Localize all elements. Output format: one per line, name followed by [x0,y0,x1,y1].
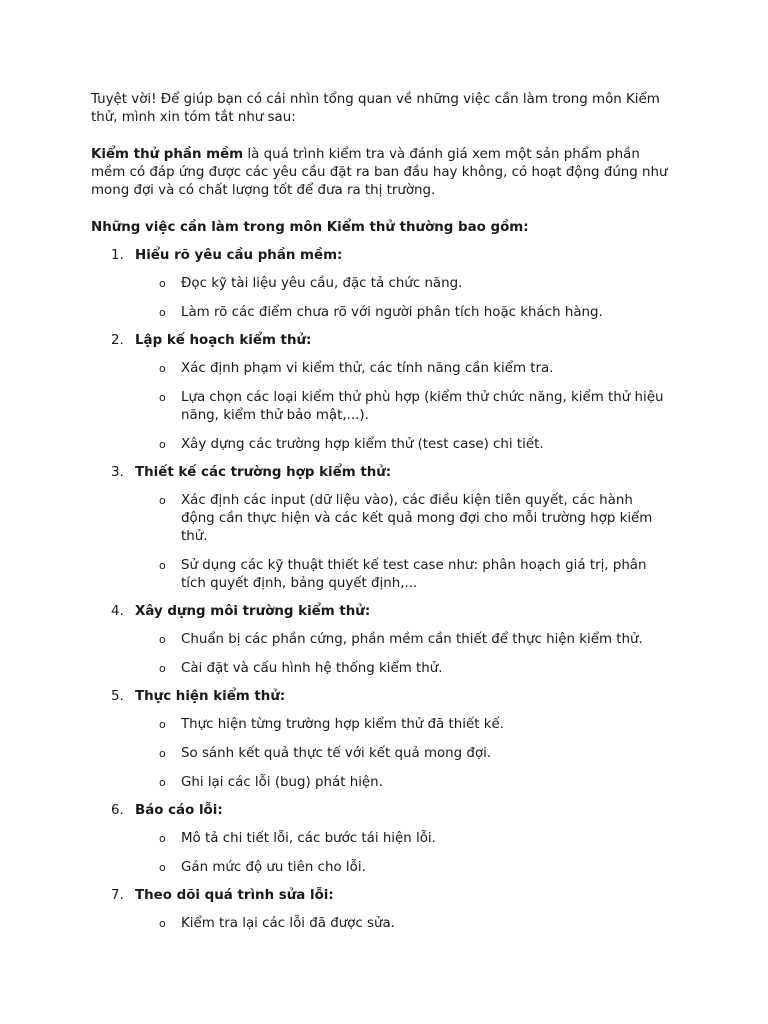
definition-paragraph [91,146,668,200]
circle-bullet-icon: o [159,362,166,375]
step-heading [91,332,668,350]
step-item [91,887,668,933]
sub-item-text: Đọc kỹ tài liệu yêu cầu, đặc tả chức năng. [181,276,463,291]
circle-bullet-icon: o [159,633,166,646]
circle-bullet-icon: o [159,559,166,572]
sub-item-text: Ghi lại các lỗi (bug) phát hiện. [181,775,383,790]
circle-bullet-icon: o [159,861,166,874]
sub-list [91,716,668,792]
circle-bullet-icon: o [159,438,166,451]
circle-bullet-icon: o [159,306,166,319]
step-item [91,688,668,792]
step-item [91,603,668,678]
sub-item [91,275,668,293]
sub-item-text: Lựa chọn các loại kiểm thử phù hợp (kiểm thử chức năng, kiểm thử hiệu năng, kiểm thử bảo mật,...). [181,390,664,423]
step-heading [91,887,668,905]
sub-item-text: Xác định các input (dữ liệu vào), các điều kiện tiên quyết, các hành động cần thực hiện và các kết quả mong đợi cho mỗi trường hợp kiểm thử. [181,493,653,544]
sub-item-text: Gán mức độ ưu tiên cho lỗi. [181,860,366,875]
step-title: Lập kế hoạch kiểm thử: [135,333,312,348]
step-number: 4. [111,604,124,619]
sub-item [91,859,668,877]
sub-item [91,660,668,678]
sub-item-text: Xác định phạm vi kiểm thử, các tính năng cần kiểm tra. [181,361,554,376]
sub-item-text: Xây dựng các trường hợp kiểm thử (test case) chi tiết. [181,437,544,452]
sub-item-text: Làm rõ các điểm chưa rõ với người phân tích hoặc khách hàng. [181,305,603,320]
circle-bullet-icon: o [159,917,166,930]
sub-item [91,557,668,593]
intro-paragraph: Tuyệt vời! Để giúp bạn có cái nhìn tổng quan về những việc cần làm trong môn Kiểm thử, mình xin tóm tắt như sau: [91,92,660,125]
sub-item-text: Chuẩn bị các phần cứng, phần mềm cần thiết để thực hiện kiểm thử. [181,632,643,647]
definition-text: là quá trình kiểm tra và đánh giá xem một sản phẩm phần mềm có đáp ứng được các yêu cầu đặt ra ban đầu hay không, có hoạt động đúng như mong đợi và có chất lượng tốt để đưa ra thị trường. [91,147,668,198]
sub-item [91,915,668,933]
step-number: 5. [111,689,124,704]
sub-list [91,492,668,593]
steps-list [91,247,668,933]
step-item [91,802,668,877]
circle-bullet-icon: o [159,747,166,760]
step-heading [91,247,668,265]
step-title: Theo dõi quá trình sửa lỗi: [135,888,334,903]
sub-item [91,389,668,425]
step-number: 2. [111,333,124,348]
sub-item [91,631,668,649]
sub-item-text: So sánh kết quả thực tế với kết quả mong đợi. [181,746,492,761]
step-number: 1. [111,248,124,263]
sub-item [91,716,668,734]
sub-item-text: Cài đặt và cấu hình hệ thống kiểm thử. [181,661,443,676]
circle-bullet-icon: o [159,277,166,290]
circle-bullet-icon: o [159,662,166,675]
step-item [91,332,668,454]
circle-bullet-icon: o [159,391,166,404]
definition-term: Kiểm thử phần mềm [91,147,244,162]
sub-item [91,774,668,792]
step-number: 3. [111,465,124,480]
sub-list [91,360,668,454]
step-title: Hiểu rõ yêu cầu phần mềm: [135,248,343,263]
sub-list [91,275,668,322]
list-heading: Những việc cần làm trong môn Kiểm thử thường bao gồm: [91,220,529,235]
sub-item [91,492,668,546]
step-title: Báo cáo lỗi: [135,803,223,818]
sub-item [91,830,668,848]
sub-item-text: Sử dụng các kỹ thuật thiết kế test case như: phân hoạch giá trị, phân tích quyết định, bảng quyết định,... [181,558,647,591]
step-number: 7. [111,888,124,903]
sub-item [91,360,668,378]
step-item [91,464,668,593]
sub-list [91,631,668,678]
sub-item [91,304,668,322]
step-heading [91,464,668,482]
sub-item-text: Mô tả chi tiết lỗi, các bước tái hiện lỗi. [181,831,436,846]
step-title: Thiết kế các trường hợp kiểm thử: [135,465,392,480]
sub-item [91,436,668,454]
step-number: 6. [111,803,124,818]
step-title: Xây dựng môi trường kiểm thử: [135,604,371,619]
circle-bullet-icon: o [159,718,166,731]
circle-bullet-icon: o [159,494,166,507]
sub-item-text: Thực hiện từng trường hợp kiểm thử đã thiết kế. [181,717,504,732]
step-heading [91,688,668,706]
circle-bullet-icon: o [159,832,166,845]
step-title: Thực hiện kiểm thử: [135,689,286,704]
step-item [91,247,668,322]
sub-list [91,830,668,877]
step-heading [91,603,668,621]
step-heading [91,802,668,820]
sub-list [91,915,668,933]
sub-item-text: Kiểm tra lại các lỗi đã được sửa. [181,916,395,931]
sub-item [91,745,668,763]
circle-bullet-icon: o [159,776,166,789]
